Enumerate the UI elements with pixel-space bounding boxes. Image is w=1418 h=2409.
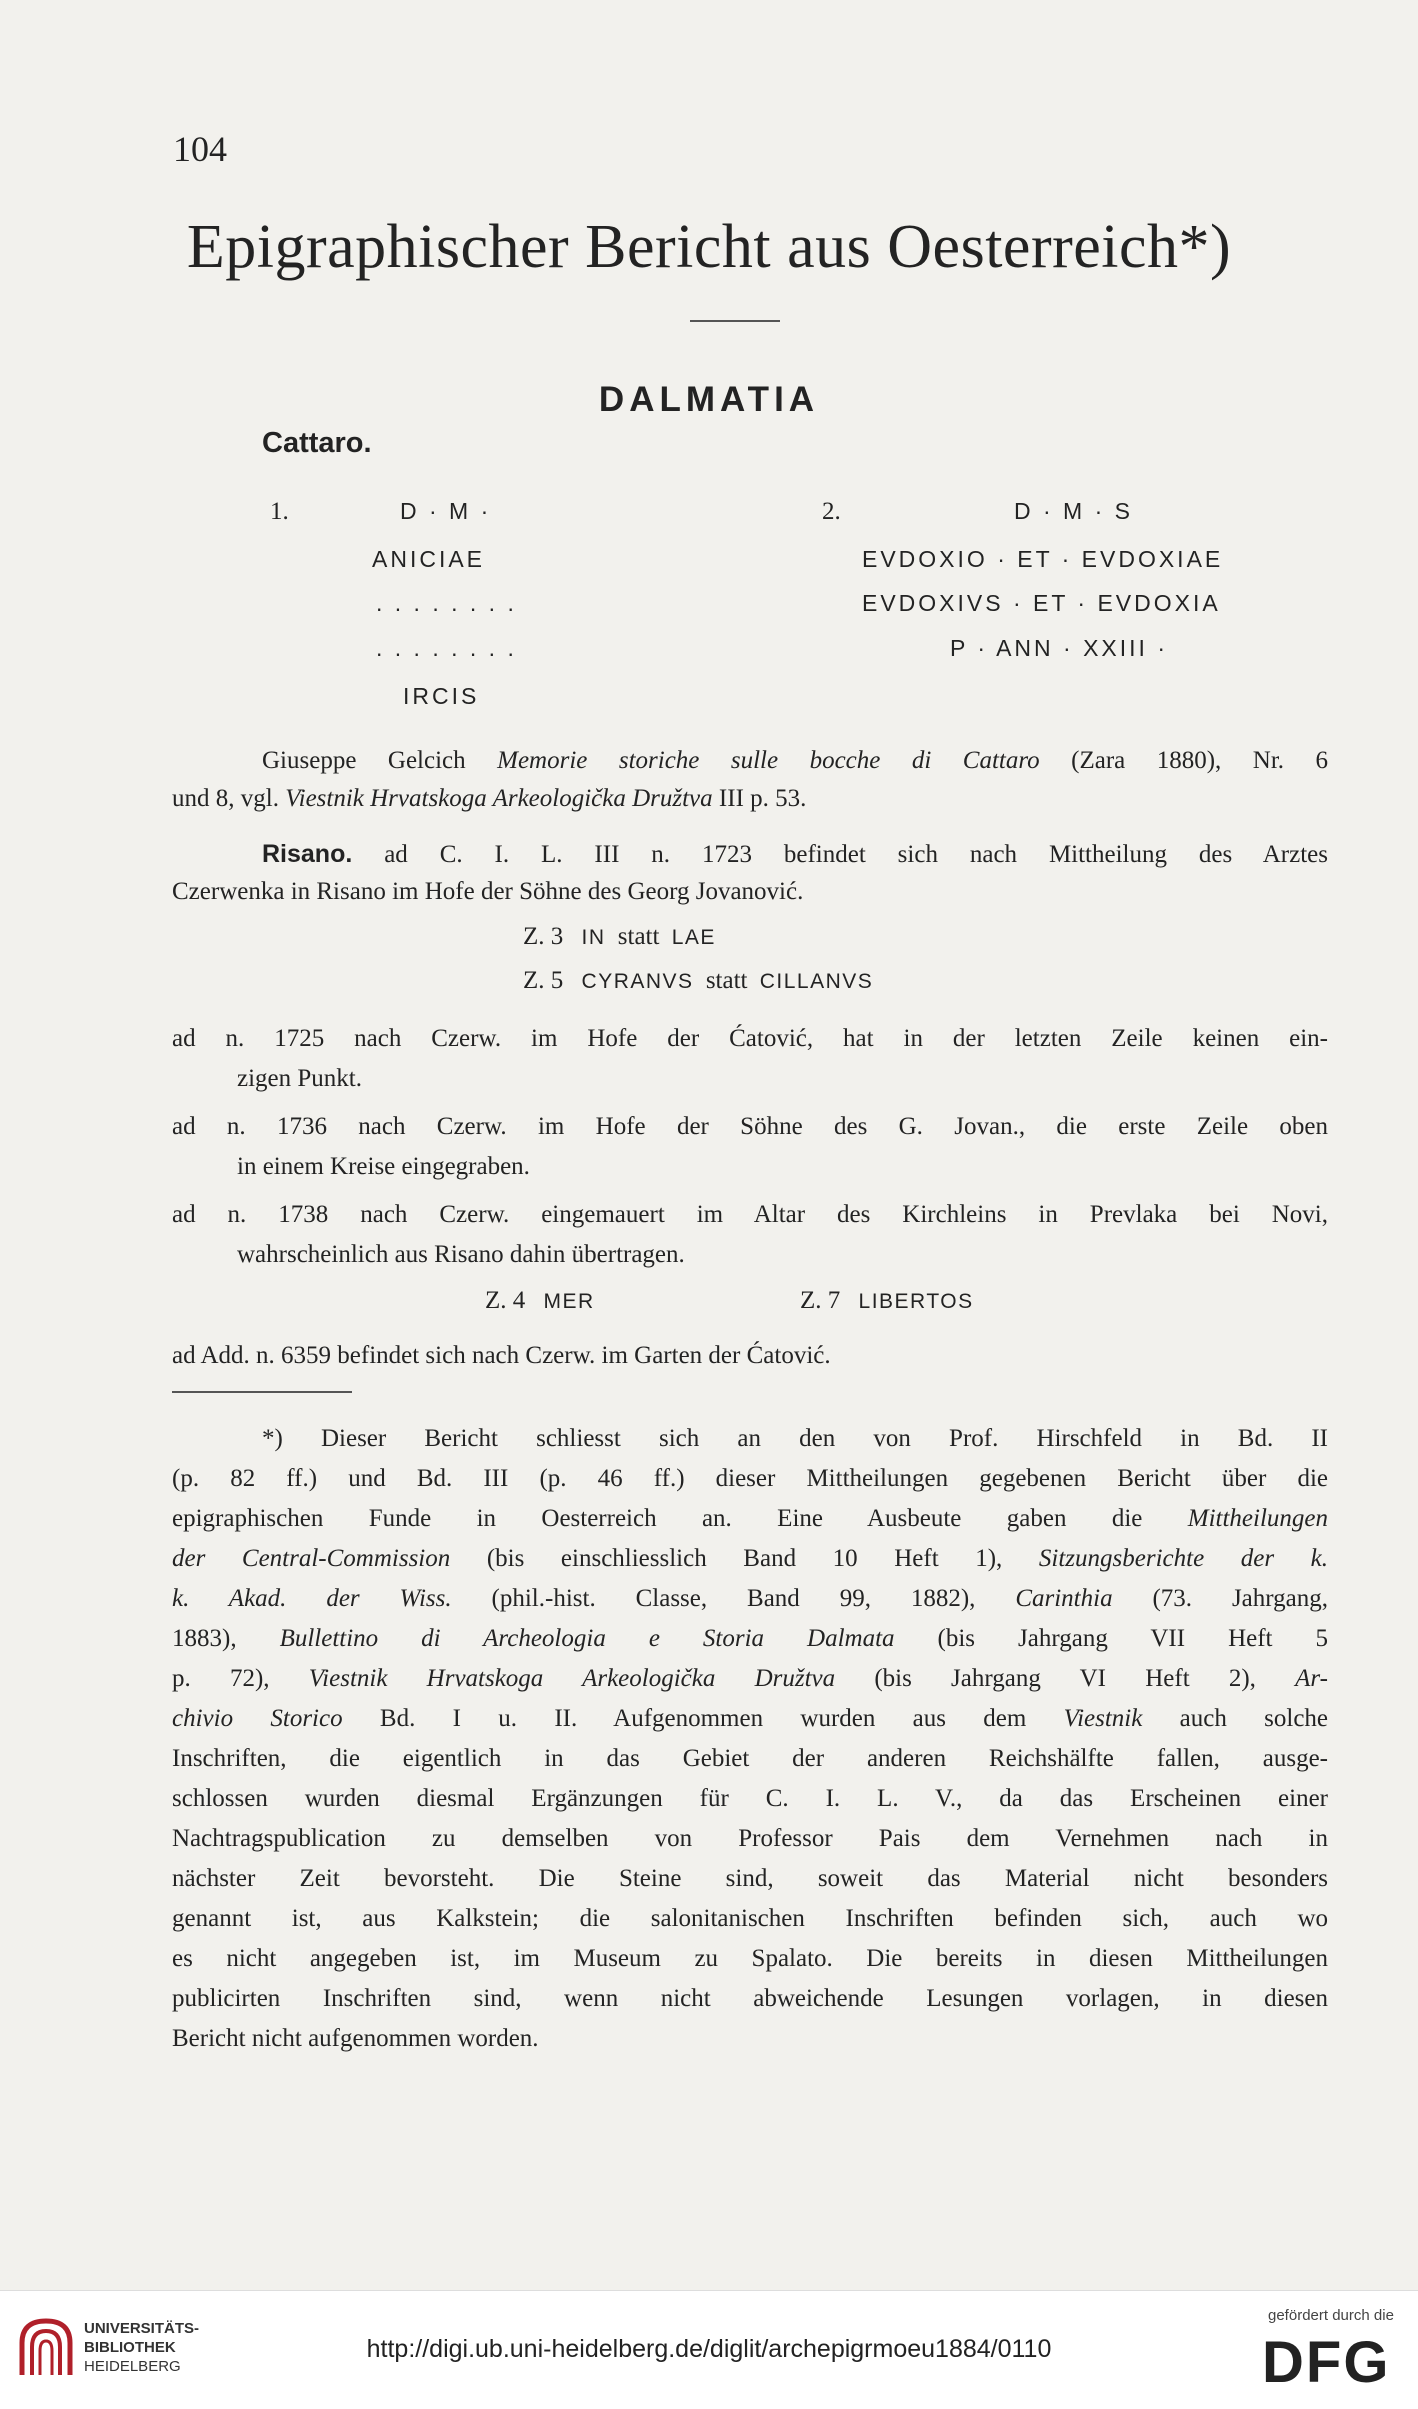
inscription-text: CYRANVS (581, 970, 694, 993)
cattaro-reference-line (262, 742, 1328, 780)
footnote-line (172, 1500, 1328, 1538)
italic-title: Ar- (1295, 1665, 1328, 1692)
footnote-line (172, 1540, 1328, 1578)
italic-title: Sitzungsberichte der k. (1038, 1545, 1328, 1572)
text-span: statt (617, 923, 660, 950)
viewer-footer (0, 2290, 1418, 2409)
page-number: 104 (173, 129, 227, 169)
inscription-text: LIBERTOS (858, 1290, 974, 1313)
note-1736-line: in einem Kreise eingegraben. (237, 1153, 530, 1180)
italic-title: Viestnik Hrvatskoga Arkeologička Družtva (285, 785, 713, 812)
inscription-1-line: IRCIS (403, 683, 480, 709)
footnote-line (172, 1660, 1328, 1698)
footnote-line: Inschriften, die eigentlich in das Gebiet der anderen Reichshälfte fallen, ausge- (172, 1745, 1328, 1772)
text-span: p. 72), (172, 1665, 309, 1692)
text-span: Z. 4 (485, 1287, 526, 1314)
italic-title: Carinthia (1015, 1585, 1113, 1612)
italic-title: k. Akad. der Wiss. (172, 1585, 452, 1612)
text-span: Giuseppe Gelcich (262, 747, 498, 774)
subsection-heading-cattaro: Cattaro. (262, 427, 372, 459)
footnote-line: es nicht angegeben ist, im Museum zu Spalato. Die bereits in diesen Mittheilungen (172, 1945, 1328, 1972)
footnote-line: (p. 82 ff.) und Bd. III (p. 46 ff.) dieser Mittheilungen gegebenen Bericht über die (172, 1465, 1328, 1492)
risano-label: Risano. (262, 840, 353, 868)
text-span: statt (705, 967, 748, 994)
inscription-2-number: 2. (822, 498, 841, 525)
italic-title: der Central-Commission (172, 1545, 451, 1572)
text-span: (bis Jahrgang VII Heft 5 (894, 1625, 1328, 1652)
inscription-2-line: EVDOXIVS · ET · EVDOXIA (862, 590, 1221, 616)
text-span: Z. 3 (523, 923, 564, 950)
italic-title: Viestnik (1063, 1705, 1143, 1732)
footnote-line: *) Dieser Bericht schliesst sich an den von Prof. Hirschfeld in Bd. II (262, 1425, 1328, 1452)
library-name-line: HEIDELBERG (84, 2358, 181, 2375)
risano-correction-z3 (523, 918, 716, 957)
italic-title: Memorie storiche sulle bocche di Cattaro (497, 747, 1040, 774)
footnote-line (172, 1700, 1328, 1738)
note-1725-line: ad n. 1725 nach Czerw. im Hofe der Ćatović, hat in der letzten Zeile keinen ein- (172, 1025, 1328, 1052)
title-divider (690, 320, 780, 322)
footnote-line: Nachtragspublication zu demselben von Professor Pais dem Vernehmen nach in (172, 1825, 1328, 1852)
footnote-line (172, 1580, 1328, 1618)
risano-paragraph-line (262, 835, 1328, 874)
text-span: auch solche (1142, 1705, 1329, 1732)
inscription-1-line: ANICIAE (372, 546, 486, 572)
text-span: (phil.-hist. Classe, Band 99, 1882), (451, 1585, 1016, 1612)
inscription-text: IN (581, 926, 606, 949)
inscription-text: MER (543, 1290, 595, 1313)
footnote-line: publicirten Inschriften sind, wenn nicht abweichende Lesungen vorlagen, in diesen (172, 1985, 1328, 2012)
footnote-line: Bericht nicht aufgenommen worden. (172, 2025, 539, 2052)
text-span: (bis einschliesslich Band 10 Heft 1), (450, 1545, 1039, 1572)
correction-z4 (485, 1282, 595, 1321)
correction-z7 (800, 1282, 974, 1321)
note-1725-line: zigen Punkt. (237, 1065, 362, 1092)
inscription-2-line: P · ANN · XXIII · (950, 635, 1168, 661)
text-span: Z. 5 (523, 967, 564, 994)
italic-title: Viestnik Hrvatskoga Arkeologička Družtva (308, 1665, 836, 1692)
inscription-text: CILLANVS (759, 970, 874, 993)
text-span: epigraphischen Funde in Oesterreich an. Eine Ausbeute gaben die (172, 1505, 1188, 1532)
note-1738-line: ad n. 1738 nach Czerw. eingemauert im Altar des Kirchleins in Prevlaka bei Novi, (172, 1201, 1328, 1228)
note-1738-line: wahrscheinlich aus Risano dahin übertragen. (237, 1241, 685, 1268)
text-span: (bis Jahrgang VI Heft 2), (835, 1665, 1296, 1692)
note-6359: ad Add. n. 6359 befindet sich nach Czerw. im Garten der Ćatović. (172, 1342, 831, 1369)
library-name-line: UNIVERSITÄTS- (84, 2320, 200, 2337)
dfg-logo: DFG (1262, 2330, 1391, 2395)
text-span: 1883), (172, 1625, 280, 1652)
risano-correction-z5 (523, 962, 873, 1001)
footnote-line: schlossen wurden diesmal Ergänzungen für C. I. L. V., da das Erscheinen einer (172, 1785, 1328, 1812)
funding-note: gefördert durch die (1268, 2307, 1394, 2324)
italic-title: chivio Storico (172, 1705, 343, 1732)
text-span: Z. 7 (800, 1287, 841, 1314)
text-span: (73. Jahrgang, (1112, 1585, 1328, 1612)
page-title: Epigraphischer Bericht aus Oesterreich*) (186, 213, 1232, 281)
inscription-1-number: 1. (270, 498, 289, 525)
text-span: ad C. I. L. III n. 1723 befindet sich nach Mittheilung des Arztes (352, 841, 1328, 868)
text-span: und 8, vgl. (172, 785, 286, 812)
library-name-line: BIBLIOTHEK (84, 2339, 176, 2356)
cattaro-reference-line (172, 780, 806, 818)
footnote-line: nächster Zeit bevorsteht. Die Steine sind, soweit das Material nicht besonders (172, 1865, 1328, 1892)
inscription-text: LAE (671, 926, 716, 949)
italic-title: Bullettino di Archeologia e Storia Dalmata (279, 1625, 895, 1652)
inscription-1-line: D · M · (400, 498, 492, 524)
inscription-1-line: . . . . . . . . (376, 635, 517, 661)
footnote-line (172, 1620, 1328, 1658)
text-span: III p. 53. (712, 785, 807, 812)
note-1736-line: ad n. 1736 nach Czerw. im Hofe der Söhne des G. Jovan., die erste Zeile oben (172, 1113, 1328, 1140)
inscription-2-line: D · M · S (1014, 498, 1133, 524)
text-span: Bd. I u. II. Aufgenommen wurden aus dem (342, 1705, 1064, 1732)
text-span: (Zara 1880), Nr. 6 (1039, 747, 1329, 774)
footnote-line: genannt ist, aus Kalkstein; die salonitanischen Inschriften befinden sich, auch wo (172, 1905, 1328, 1932)
risano-paragraph-line: Czerwenka in Risano im Hofe der Söhne des Georg Jovanović. (172, 878, 804, 905)
footnote-divider (172, 1391, 352, 1393)
section-heading: DALMATIA (598, 380, 820, 419)
inscription-1-line: . . . . . . . . (376, 590, 517, 616)
italic-title: Mittheilungen (1187, 1505, 1328, 1532)
permalink-url[interactable]: http://digi.ub.uni-heidelberg.de/diglit/archepigrmoeu1884/0110 (366, 2335, 1052, 2363)
inscription-2-line: EVDOXIO · ET · EVDOXIAE (862, 546, 1224, 572)
